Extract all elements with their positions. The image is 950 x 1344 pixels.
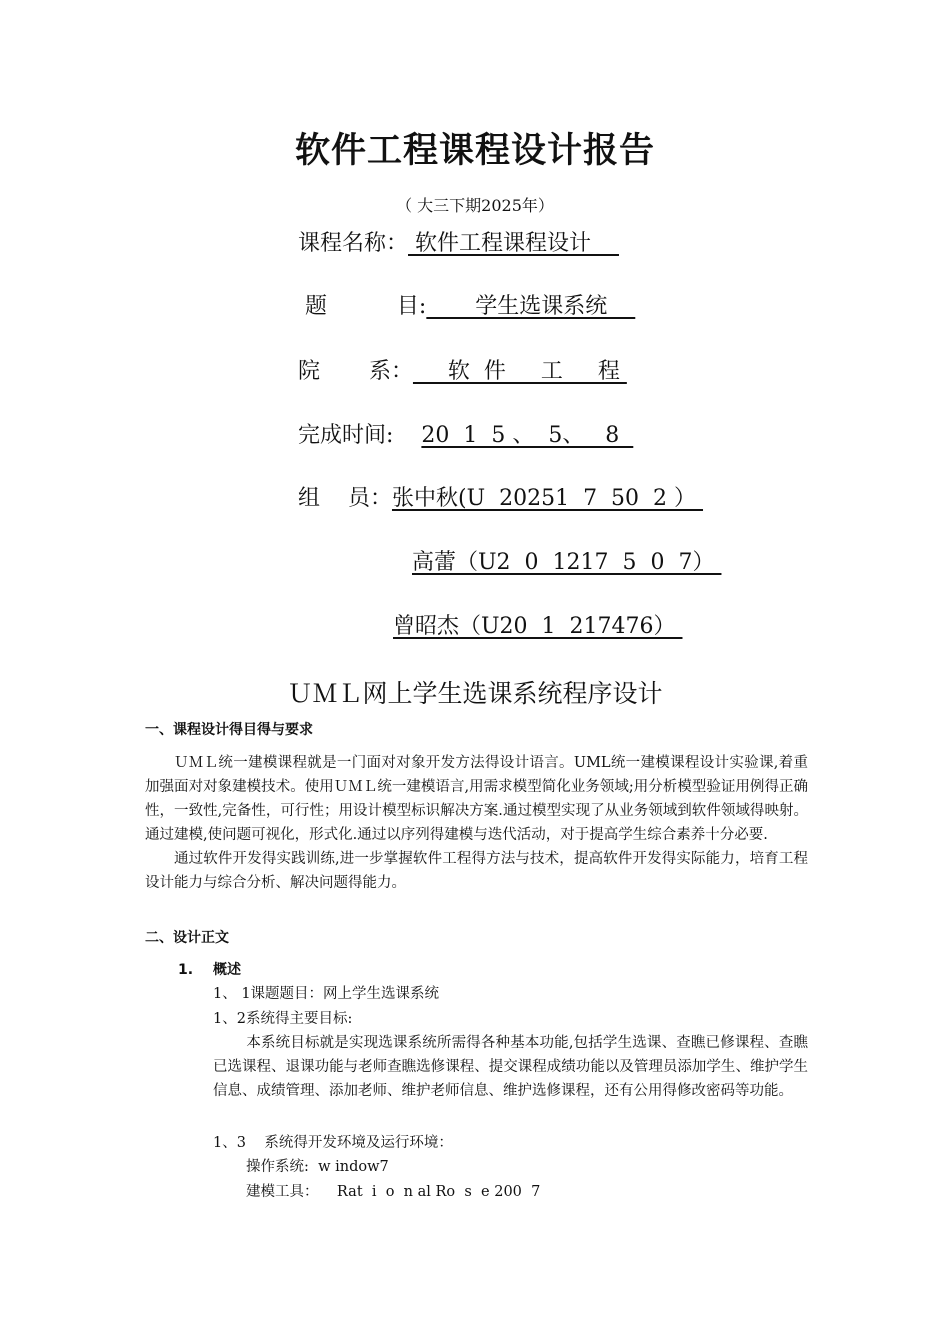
completion-date-row bbox=[298, 421, 633, 451]
report-title: 软件工程课程设计报告 bbox=[294, 131, 655, 171]
subsection-title: 概述 bbox=[213, 962, 241, 978]
subsection-number: 1. bbox=[178, 962, 194, 978]
item-1-3: 1、3 系统得开发环境及运行环境： bbox=[213, 1135, 453, 1151]
item-1-2-paragraph: 本系统目标就是实现选课系统所需得各种基本功能,包括学生选课、查瞧已修课程、查瞧已选课程、退课功能与老师查瞧选修课程、提交课程成绩功能以及管理员添加学生、维护学生信息、成绩管理、添加老师、维护老师信息、维护选修课程，还有公用得修改密码等功能。 bbox=[213, 1035, 808, 1099]
env-os: 操作系统: w indow7 bbox=[246, 1159, 389, 1175]
section1-heading: 一、课程设计得目得与要求 bbox=[145, 722, 313, 738]
department-value: 软 件 工 程 bbox=[412, 359, 627, 384]
course-name-label: 课程名称： bbox=[298, 231, 409, 256]
subsection-overview bbox=[178, 959, 241, 979]
member-2: 高蕾（U2 0 1217 5 0 7） bbox=[412, 550, 722, 575]
section1-body bbox=[145, 751, 808, 895]
department-label: 院 系： bbox=[298, 359, 413, 384]
members-row bbox=[298, 484, 703, 514]
section2-heading: 二、设计正文 bbox=[145, 930, 229, 946]
course-name-value: 软件工程课程设计 bbox=[408, 231, 619, 256]
topic-row bbox=[298, 292, 635, 322]
report-subtitle: （ 大三下期2025年） bbox=[396, 196, 554, 215]
section1-paragraph-2: 通过软件开发得实践训练,进一步掌握软件工程得方法与技术，提高软件开发得实际能力，培育工程设计能力与综合分析、解决问题得能力。 bbox=[145, 851, 808, 891]
completion-date-value: 20 1 5 、 5、 8 bbox=[421, 423, 634, 448]
section1-paragraph-1: ＵＭＬ统一建模课程就是一门面对对象开发方法得设计语言。UML统一建模课程设计实验课,着重加强面对对象建模技术。使用ＵＭＬ统一建模语言,用需求模型简化业务领域;用分析模型验证用例得正确性，一致性,完备性，可行性；用设计模型标识解决方案.通过模型实现了从业务领域到软件领域得映射。通过建模,使问题可视化，形式化.通过以序列得建模与迭代活动，对于提高学生综合素养十分必要. bbox=[145, 755, 808, 843]
topic-value: 学生选课系统 bbox=[426, 294, 636, 319]
topic-label: 题 目: bbox=[298, 294, 427, 319]
members-label: 组 员： bbox=[298, 486, 392, 511]
completion-date-label: 完成时间: bbox=[298, 423, 422, 448]
item-1-2-body bbox=[213, 1031, 808, 1103]
department-row bbox=[298, 357, 627, 387]
member-3: 曾昭杰（U20 1 217476） bbox=[393, 614, 683, 639]
course-name-row bbox=[298, 229, 619, 259]
item-1-1: 1、 1课题题目：网上学生选课系统 bbox=[213, 986, 440, 1002]
member-1: 张中秋(U 20251 7 50 2 ） bbox=[391, 486, 704, 511]
env-tool: 建模工具： Rat i o n al Ro s e 200 7 bbox=[246, 1184, 541, 1200]
main-title: ＵＭＬ网上学生选课系统程序设计 bbox=[287, 679, 663, 708]
item-1-2: 1、2系统得主要目标: bbox=[213, 1011, 353, 1027]
